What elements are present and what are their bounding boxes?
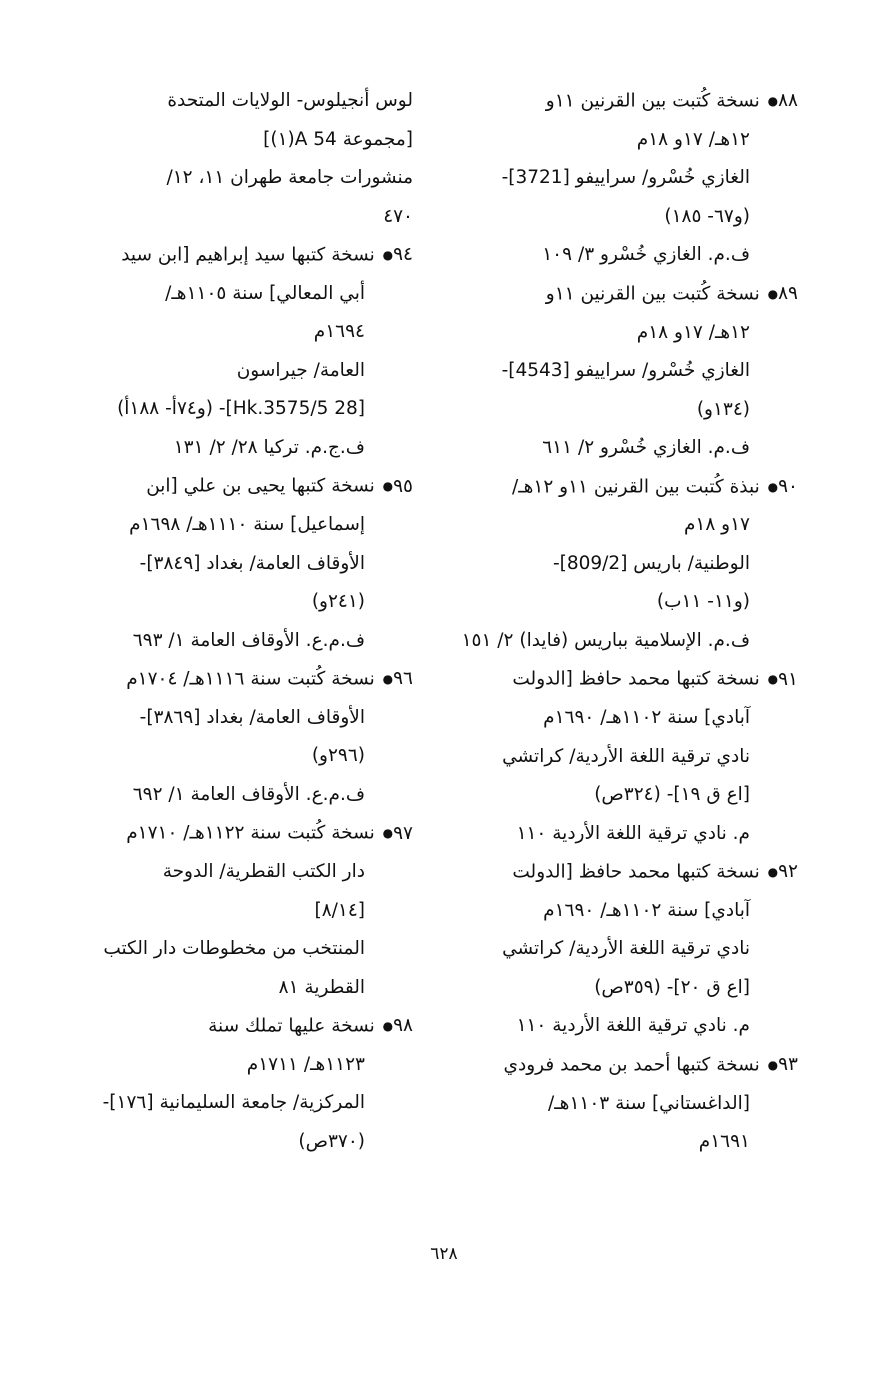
entry-line: لوس أنجيلوس- الولايات المتحدة — [167, 90, 413, 111]
entry-line: الغازي خُسْرو/ سراييفو [3721]- — [501, 167, 750, 189]
entry-line: [٨/١٤] — [314, 899, 365, 921]
entry-first-line — [68, 814, 413, 853]
entry-number: ٩٢ — [778, 861, 798, 883]
entry-first-line — [453, 853, 798, 892]
entry-line: الأوقاف العامة/ بغداد [٣٨٦٩]- — [139, 706, 365, 728]
entry-line-text: نسخة كتبها سيد إبراهيم [ابن سيد — [121, 244, 375, 266]
entry-first-line — [453, 468, 798, 507]
entry-line: ١١٢٣هـ/ ١٧١١م — [246, 1053, 365, 1075]
entry-number: ٨٨ — [778, 90, 798, 112]
entry-line: (٢٩٦و) — [311, 745, 365, 767]
entry-line: [اع ق ٢٠]- (٣٥٩ص) — [594, 976, 750, 998]
entry-line-text: نسخة كتبها محمد حافظ [الدولت — [512, 668, 760, 690]
catalog-entry — [453, 853, 798, 1046]
bullet-icon: ● — [767, 94, 779, 108]
entry-number: ٨٩ — [778, 283, 798, 304]
entry-line-text: نسخة كُتبت بين القرنين ١١و — [545, 90, 760, 112]
entry-line: (١٣٤و) — [696, 398, 750, 420]
entry-line: (٢٤١و) — [311, 591, 365, 612]
entry-line: ف.م.ع. الأوقاف العامة ١/ ٦٩٣ — [132, 629, 365, 651]
entry-first-line — [68, 467, 413, 506]
entry-line: ف.م.ع. الأوقاف العامة ١/ ٦٩٢ — [132, 783, 365, 805]
entry-line-text: نسخة كتبها يحيى بن علي [ابن — [146, 475, 375, 497]
entry-line: [مجموعة A 54(١)] — [263, 128, 413, 150]
entry-line: [الداغستاني] سنة ١١٠٣هـ/ — [548, 1092, 750, 1114]
catalog-entry — [453, 1046, 798, 1162]
entry-line-text: نسخة كُتبت سنة ١١٢٢هـ/ ١٧١٠م — [126, 822, 375, 844]
entry-line: آبادي] سنة ١١٠٢هـ/ ١٦٩٠م — [543, 899, 750, 921]
entry-line: إسماعيل] سنة ١١١٠هـ/ ١٦٩٨م — [129, 514, 365, 535]
catalog-entry — [68, 814, 413, 1007]
catalog-entry — [68, 236, 413, 467]
entry-line: ف.م. الغازي خُسْرو ٢/ ٦١١ — [542, 437, 750, 458]
bullet-icon: ● — [767, 672, 779, 687]
entry-number: ٩٨ — [393, 1015, 413, 1037]
entry-line: دار الكتب القطرية/ الدوحة — [162, 861, 365, 882]
entry-line: نادي ترقية اللغة الأردية/ كراتشي — [502, 745, 750, 767]
entry-number: ٩٥ — [393, 475, 413, 497]
entry-line-text: نسخة كُتبت بين القرنين ١١و — [545, 283, 760, 304]
catalog-entry — [453, 468, 798, 661]
entry-line: (٣٧٠ص) — [298, 1130, 365, 1152]
catalog-entry — [68, 82, 413, 236]
entry-line-text: نسخة عليها تملك سنة — [208, 1015, 375, 1037]
entry-line: (و١١- ١١ب) — [656, 591, 750, 613]
entry-line-text: نسخة كتبها أحمد بن محمد فرودي — [503, 1054, 760, 1075]
bullet-icon: ● — [382, 1019, 394, 1033]
entry-line: المنتخب من مخطوطات دار الكتب — [103, 938, 365, 959]
entry-line-text: نسخة كُتبت سنة ١١١٦هـ/ ١٧٠٤م — [126, 668, 375, 690]
catalog-entry — [453, 660, 798, 853]
entry-line: نادي ترقية اللغة الأردية/ كراتشي — [502, 938, 750, 960]
entry-line: المركزية/ جامعة السليمانية [١٧٦]- — [102, 1092, 365, 1114]
entry-first-line — [453, 82, 798, 121]
entry-first-line — [68, 1007, 413, 1046]
entry-line: ١٧و ١٨م — [683, 514, 750, 536]
entry-first-line — [453, 1046, 798, 1085]
entry-line: ١٦٩٤م — [313, 321, 365, 343]
catalog-entry — [68, 467, 413, 660]
entry-line: ف.م. الغازي خُسْرو ٣/ ١٠٩ — [542, 244, 750, 266]
entry-line: ٤٧٠ — [383, 205, 413, 227]
bullet-icon: ● — [382, 826, 394, 841]
entry-line: ف.ج.م. تركيا ٢٨/ ٢/ ١٣١ — [173, 436, 365, 458]
entry-line: ف.م. الإسلامية بباريس (فايدا) ٢/ ١٥١ — [461, 629, 750, 651]
entry-line: ١٦٩١م — [698, 1131, 750, 1152]
catalog-entry — [453, 275, 798, 468]
bullet-icon: ● — [382, 672, 394, 686]
entry-line-text: نسخة كتبها محمد حافظ [الدولت — [512, 861, 760, 883]
page-number: ٦٢٨ — [430, 1244, 458, 1264]
entry-line: م. نادي ترقية اللغة الأردية ١١٠ — [516, 1015, 750, 1037]
entry-line: منشورات جامعة طهران ١١، ١٢/ — [166, 167, 413, 188]
catalog-entry — [453, 82, 798, 275]
bullet-icon: ● — [382, 479, 394, 494]
entry-line-text: نبذة كُتبت بين القرنين ١١و ١٢هـ/ — [511, 475, 760, 497]
entry-line: آبادي] سنة ١١٠٢هـ/ ١٦٩٠م — [543, 707, 750, 728]
entry-first-line — [68, 236, 413, 275]
entry-line: الوطنية/ باريس [809/2]- — [552, 552, 750, 574]
bullet-icon: ● — [767, 286, 779, 301]
bullet-icon: ● — [767, 865, 779, 879]
entry-line: أبي المعالي] سنة ١١٠٥هـ/ — [165, 282, 365, 304]
bullet-icon: ● — [382, 248, 394, 262]
bullet-icon: ● — [767, 479, 779, 494]
entry-first-line — [453, 275, 798, 314]
bullet-icon: ● — [767, 1057, 779, 1072]
entry-line: (و٦٧- ١٨٥) — [664, 205, 750, 227]
entry-line: م. نادي ترقية اللغة الأردية ١١٠ — [516, 822, 750, 844]
entry-number: ٩١ — [778, 668, 798, 690]
entry-number: ٩٧ — [393, 822, 413, 844]
catalog-entry — [68, 1007, 413, 1161]
entry-number: ٩٦ — [393, 668, 413, 690]
entry-number: ٩٠ — [778, 475, 798, 497]
entry-line: الأوقاف العامة/ بغداد [٣٨٤٩]- — [139, 552, 365, 574]
entry-line: ١٢هـ/ ١٧و ١٨م — [636, 321, 750, 343]
entry-line: [28 Hk.3575/5]- (و٧٤أ- ١٨٨أ) — [117, 398, 365, 420]
entry-first-line — [453, 660, 798, 699]
right-column — [453, 82, 798, 1162]
catalog-entry — [68, 660, 413, 814]
left-column — [68, 82, 413, 1161]
entry-number: ٩٤ — [393, 244, 413, 266]
entry-line: [اع ق ١٩]- (٣٢٤ص) — [594, 784, 750, 805]
entry-first-line — [68, 660, 413, 699]
entry-line: الغازي خُسْرو/ سراييفو [4543]- — [501, 360, 750, 381]
entry-line: ١٢هـ/ ١٧و ١٨م — [636, 128, 750, 150]
entry-number: ٩٣ — [778, 1054, 798, 1075]
entry-line: القطرية ٨١ — [278, 976, 365, 998]
entry-line: العامة/ جيراسون — [236, 359, 365, 381]
